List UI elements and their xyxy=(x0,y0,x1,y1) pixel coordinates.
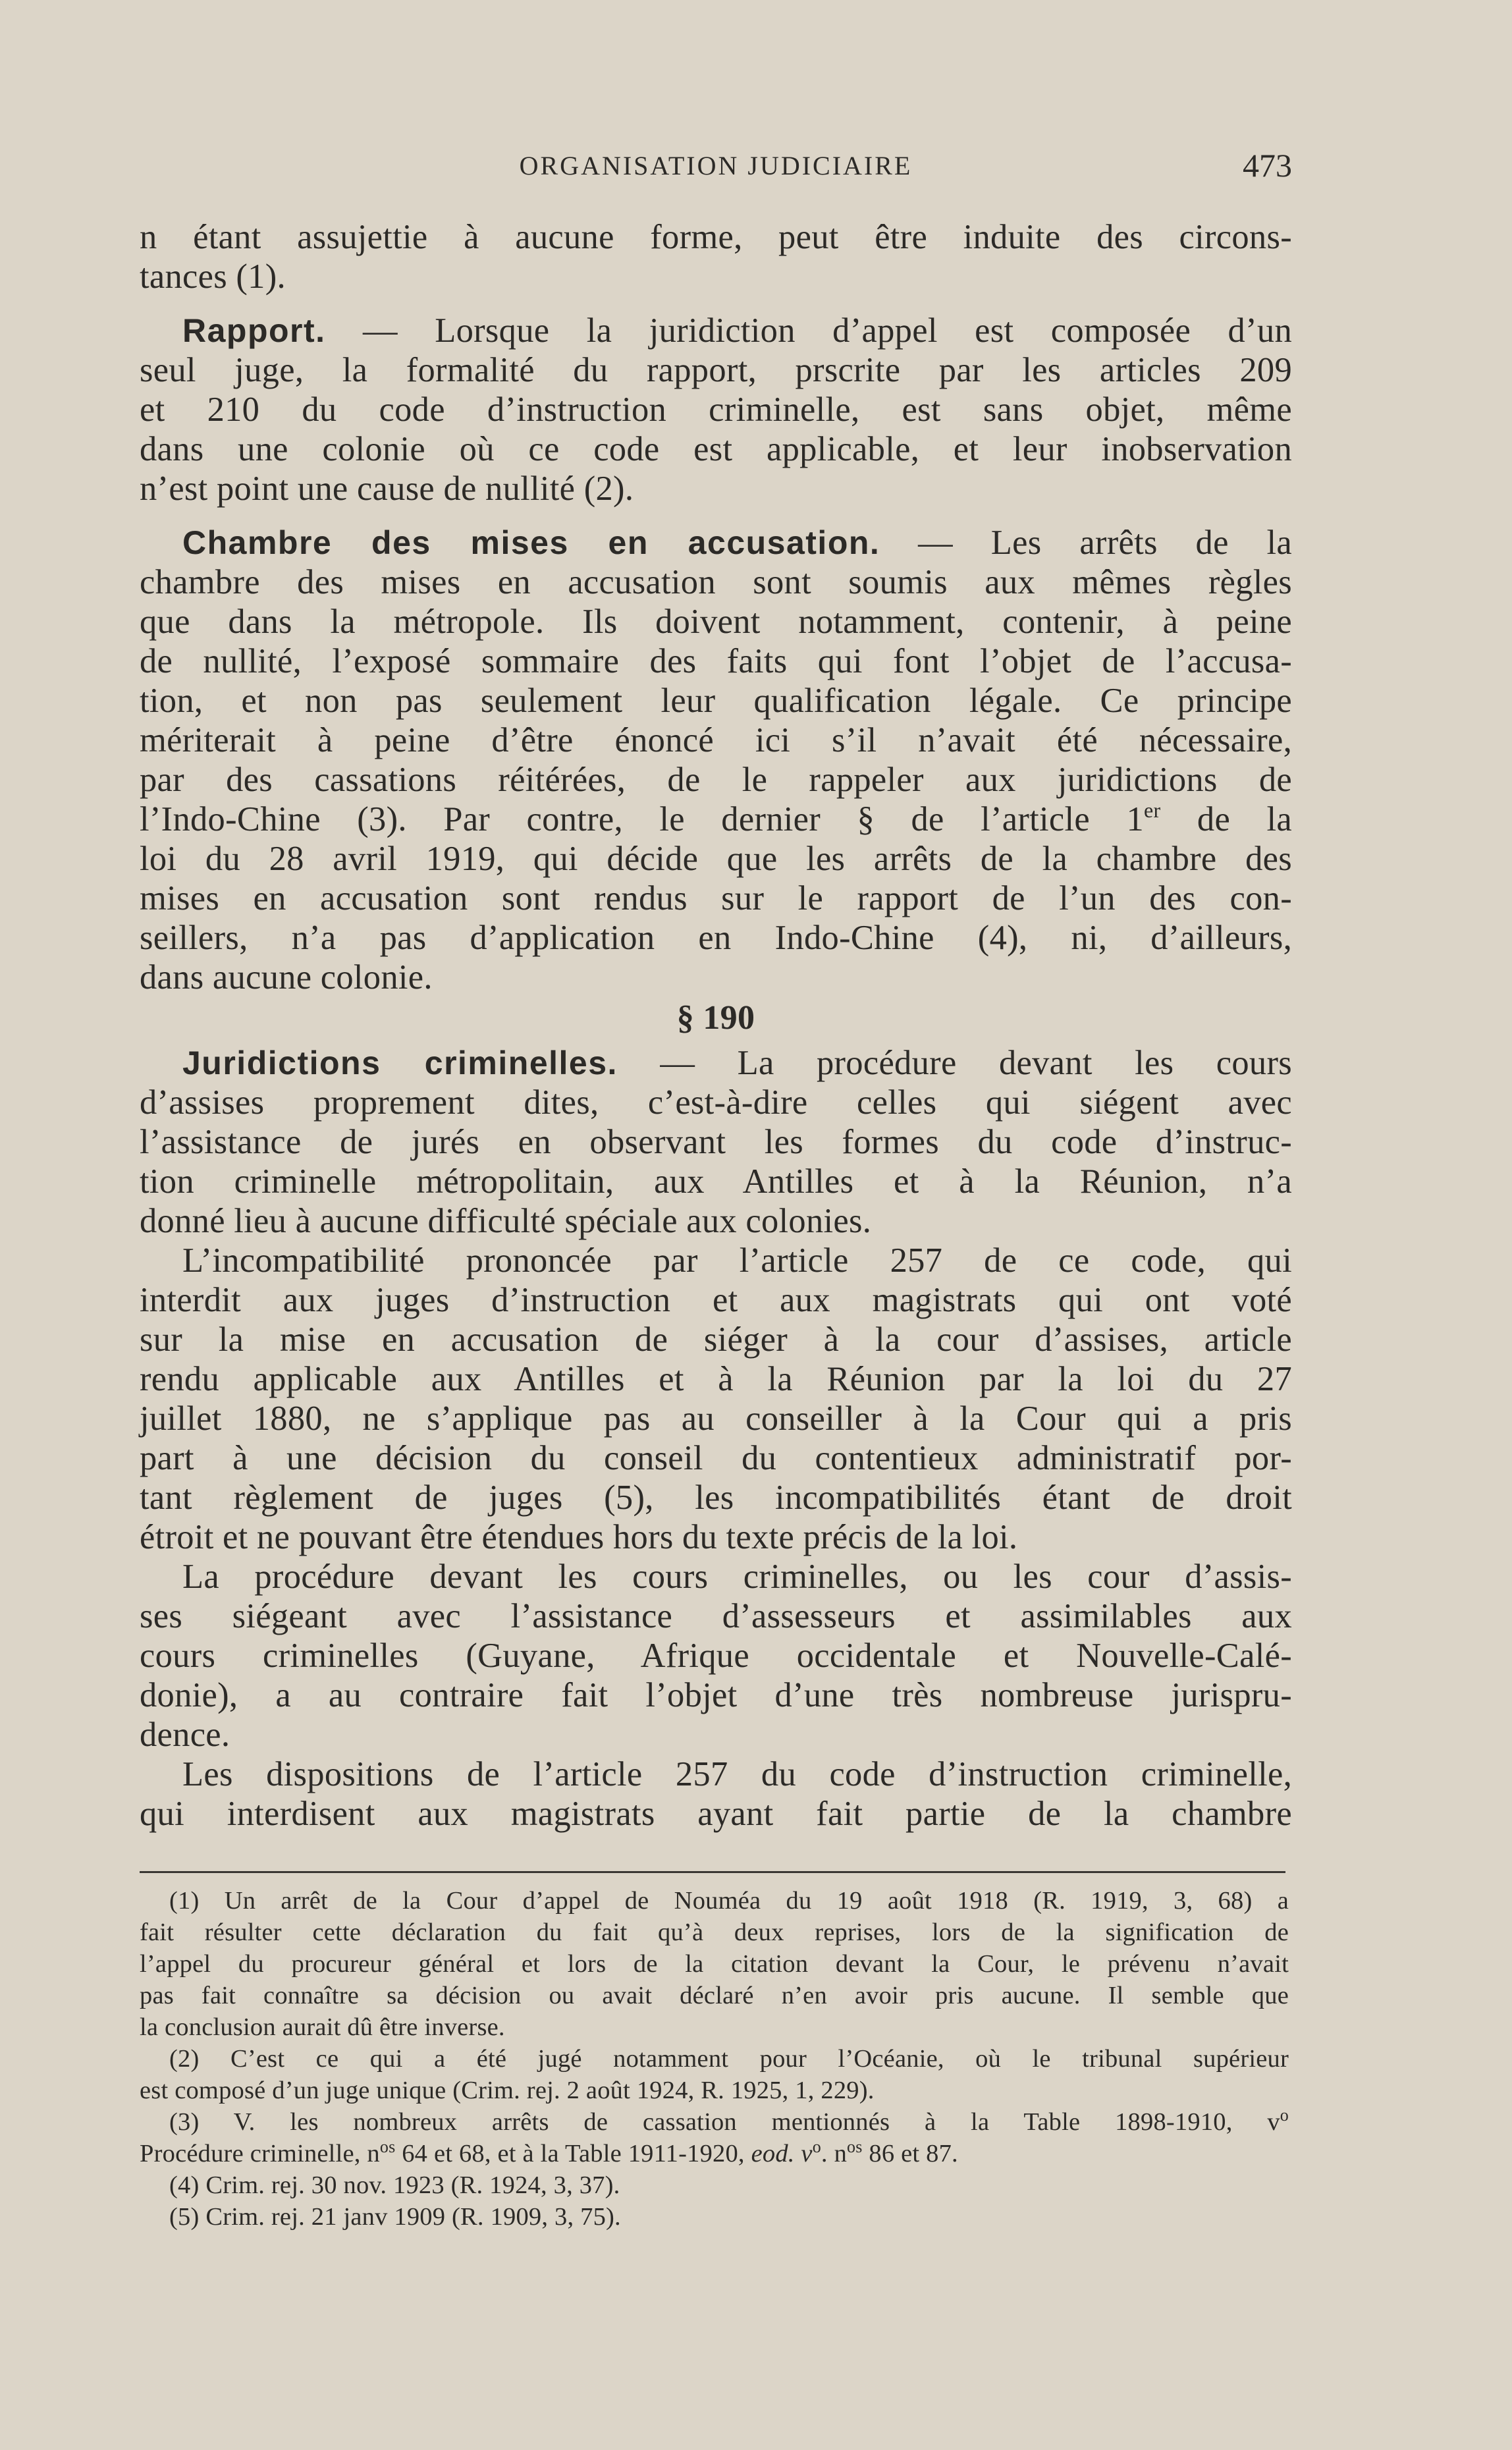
page-header xyxy=(140,146,1292,192)
footnotes xyxy=(140,1885,1289,2233)
text-line: seul juge, la formalité du rapport, prscrite par les articles 209 xyxy=(140,351,1292,389)
text-line: tion criminelle métropolitain, aux Antilles et à la Réunion, n’a xyxy=(140,1162,1292,1201)
text-line: de nullité, l’exposé sommaire des faits qui font l’objet de l’accusa- xyxy=(140,642,1292,680)
text-run: — La procédure devant les cours xyxy=(617,1044,1292,1082)
text-run: 86 et 87. xyxy=(862,2140,958,2167)
text-line: n étant assujettie à aucune forme, peut être induite des circons- xyxy=(140,218,1292,256)
footnote-1-line: (1) Un arrêt de la Cour d’appel de Nouméa du 19 août 1918 (R. 1919, 3, 68) a xyxy=(169,1887,1289,1915)
text-line xyxy=(140,800,1292,839)
text-line: ses siégeant avec l’assistance d’assesseurs et assimilables aux xyxy=(140,1597,1292,1635)
text-run: 64 et 68, et à la Table 1911-1920, xyxy=(395,2140,751,2167)
page-number: 473 xyxy=(1243,147,1292,184)
paragraph-juridictions-line xyxy=(140,1043,1292,1083)
text-run: de la xyxy=(1160,800,1292,838)
footnote-3-line xyxy=(140,2138,1289,2169)
footnote-1-line: pas fait connaître sa décision ou avait déclaré n’en avoir pris aucune. Il semble que xyxy=(140,1982,1289,2009)
text-line: n’est point une cause de nullité (2). xyxy=(140,470,634,508)
italic-run: eod. v xyxy=(751,2140,813,2167)
text-line: par des cassations réitérées, de le rappeler aux juridictions de xyxy=(140,761,1292,799)
footnote-3-line xyxy=(140,2106,1289,2138)
text-line: d’assises proprement dites, c’est-à-dire celles qui siégent avec xyxy=(140,1083,1292,1122)
text-line: et 210 du code d’instruction criminelle, est sans objet, même xyxy=(140,391,1292,429)
heading-rapport: Rapport. xyxy=(182,312,326,349)
text-line: sur la mise en accusation de siéger à la cour d’assises, article xyxy=(140,1320,1292,1359)
text-line: dans aucune colonie. xyxy=(140,958,433,996)
text-line: l’assistance de jurés en observant les formes du code d’instruc- xyxy=(140,1123,1292,1161)
footnote-1-line: l’appel du procureur général et lors de la citation devant la Cour, le prévenu n’avait xyxy=(140,1950,1289,1978)
superscript: o xyxy=(812,2137,821,2156)
footnote-2-line: est composé d’un juge unique (Crim. rej. 2 août 1924, R. 1925, 1, 229). xyxy=(140,2077,875,2104)
text-run: . n xyxy=(821,2140,848,2167)
body-text xyxy=(140,217,1292,1834)
paragraph-chambre-line xyxy=(140,523,1292,562)
text-run: — Lorsque la juridiction d’appel est composée d’un xyxy=(325,312,1292,350)
text-line: L’incompatibilité prononcée par l’article 257 de ce code, qui xyxy=(182,1241,1292,1280)
footnote-divider xyxy=(140,1871,1285,1873)
text-run: l’Indo-Chine (3). Par contre, le dernier § de l’article 1 xyxy=(140,800,1144,838)
footnote-5: (5) Crim. rej. 21 janv 1909 (R. 1909, 3, 75). xyxy=(169,2203,621,2231)
text-line: dence. xyxy=(140,1716,230,1754)
heading-chambre: Chambre des mises en accusation. xyxy=(182,524,880,561)
footnote-1-line: la conclusion aurait dû être inverse. xyxy=(140,2013,505,2041)
text-line: loi du 28 avril 1919, qui décide que les arrêts de la chambre des xyxy=(140,840,1292,878)
text-line: mériterait à peine d’être énoncé ici s’il n’avait été nécessaire, xyxy=(140,721,1292,759)
text-line: donie), a au contraire fait l’objet d’une très nombreuse jurispru- xyxy=(140,1676,1292,1714)
text-line: tances (1). xyxy=(140,258,286,296)
text-run: Procédure criminelle, n xyxy=(140,2140,380,2167)
paragraph-rapport-line xyxy=(140,311,1292,350)
text-line: dans une colonie où ce code est applicable, et leur inobservation xyxy=(140,430,1292,468)
text-line: seillers, n’a pas d’application en Indo-Chine (4), ni, d’ailleurs, xyxy=(140,919,1292,957)
text-line: mises en accusation sont rendus sur le rapport de l’un des con- xyxy=(140,879,1292,917)
text-line: La procédure devant les cours criminelles, ou les cour d’assis- xyxy=(182,1558,1292,1596)
superscript: o xyxy=(1280,2106,1289,2125)
text-line: cours criminelles (Guyane, Afrique occidentale et Nouvelle-Calé- xyxy=(140,1637,1292,1675)
text-run: — Les arrêts de la xyxy=(880,524,1293,562)
text-line: donné lieu à aucune difficulté spéciale aux colonies. xyxy=(140,1202,872,1240)
footnote-4: (4) Crim. rej. 30 nov. 1923 (R. 1924, 3, 37). xyxy=(169,2171,620,2199)
heading-juridictions: Juridictions criminelles. xyxy=(182,1045,618,1081)
superscript: os xyxy=(379,2137,396,2156)
running-title: ORGANISATION JUDICIAIRE xyxy=(519,151,913,180)
footnote-1-line: fait résulter cette déclaration du fait qu’à deux reprises, lors de la signification de xyxy=(140,1919,1289,1946)
text-line: Les dispositions de l’article 257 du code d’instruction criminelle, xyxy=(182,1755,1292,1793)
superscript: er xyxy=(1144,798,1161,822)
text-line: qui interdisent aux magistrats ayant fait partie de la chambre xyxy=(140,1795,1292,1833)
text-line: interdit aux juges d’instruction et aux magistrats qui ont voté xyxy=(140,1281,1292,1319)
text-line: que dans la métropole. Ils doivent notamment, contenir, à peine xyxy=(140,603,1292,641)
text-line: étroit et ne pouvant être étendues hors du texte précis de la loi. xyxy=(140,1518,1018,1556)
footnote-2-line: (2) C’est ce qui a été jugé notamment pour l’Océanie, où le tribunal supérieur xyxy=(169,2045,1289,2073)
section-number: § 190 xyxy=(676,999,755,1037)
text-run: (3) V. les nombreux arrêts de cassation mentionnés à la Table 1898-1910, v xyxy=(169,2108,1280,2136)
text-line: part à une décision du conseil du contentieux administratif por- xyxy=(140,1439,1292,1477)
text-line: tant règlement de juges (5), les incompatibilités étant de droit xyxy=(140,1479,1292,1517)
text-line: rendu applicable aux Antilles et à la Réunion par la loi du 27 xyxy=(140,1360,1292,1398)
text-line: tion, et non pas seulement leur qualification légale. Ce principe xyxy=(140,682,1292,720)
superscript: os xyxy=(847,2137,863,2156)
text-line: juillet 1880, ne s’applique pas au conseiller à la Cour qui a pris xyxy=(140,1400,1292,1438)
text-line: chambre des mises en accusation sont soumis aux mêmes règles xyxy=(140,563,1292,601)
